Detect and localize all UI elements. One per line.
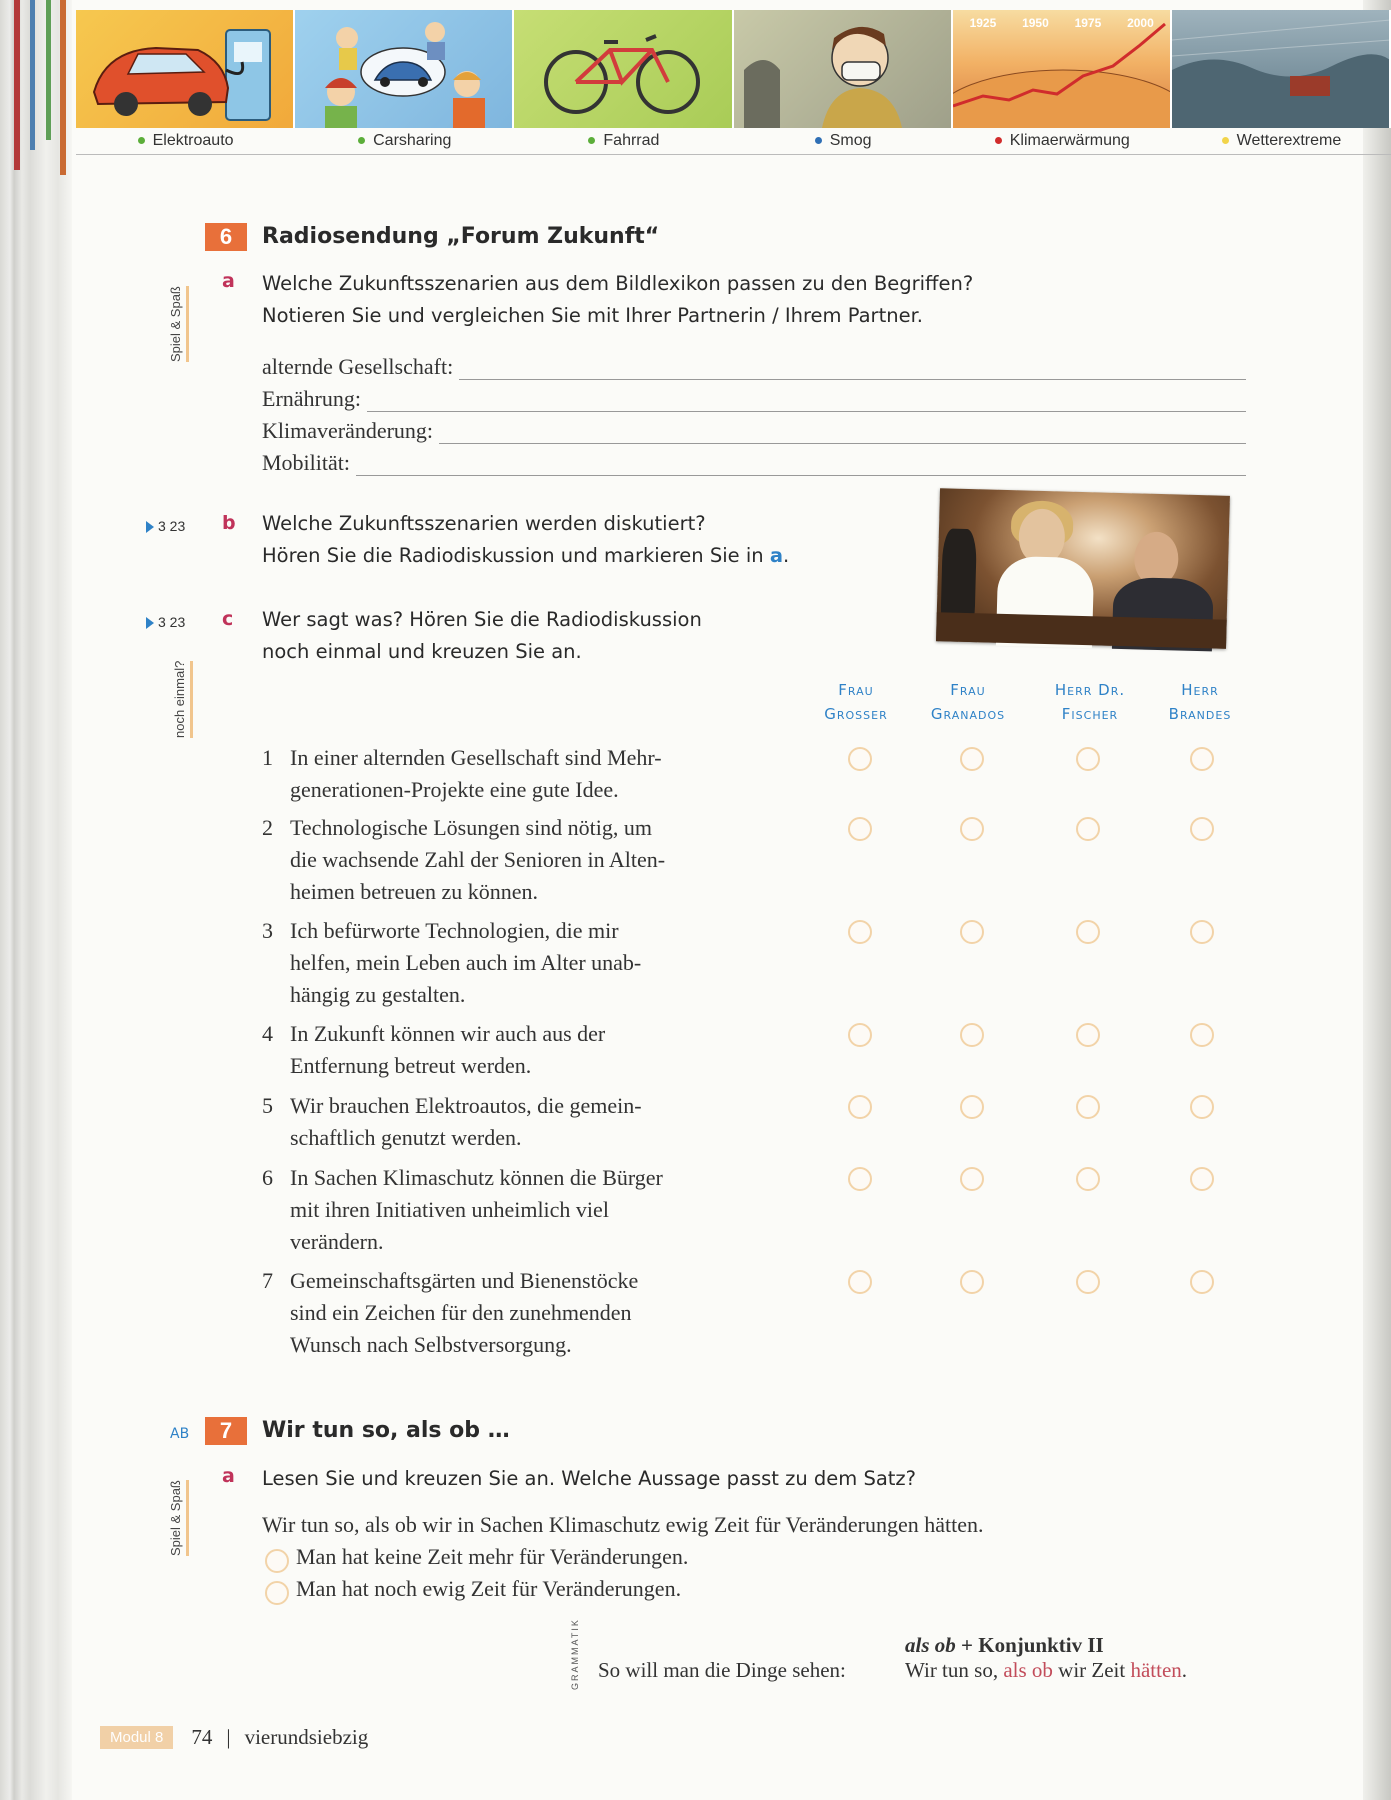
answer-radio-s5-c1[interactable] <box>848 1095 872 1119</box>
illustration-climate-warming <box>953 10 1172 128</box>
illustration-weather-extremes <box>1172 10 1391 128</box>
page-number: 74 <box>191 1725 213 1749</box>
grammar-heading: als ob + Konjunktiv II <box>905 1633 1104 1657</box>
answer-radio-s4-c4[interactable] <box>1190 1023 1214 1047</box>
answer-radio-s3-c4[interactable] <box>1190 920 1214 944</box>
column-frau-granados: Frau Granados <box>930 681 1006 723</box>
picture-lexicon-strip <box>76 10 1391 128</box>
lexicon-label: Fahrrad <box>514 128 733 154</box>
task-c-instruction: Wer sagt was? Hören Sie die Radiodiskussion noch einmal und kreuzen Sie an. <box>262 608 702 663</box>
task-letter-b: b <box>222 512 236 534</box>
statement-4: 4 In Zukunft können wir auch aus der Entfernung betreut werden. <box>262 1021 606 1078</box>
answer-radio-s5-c4[interactable] <box>1190 1095 1214 1119</box>
illustration-smog <box>734 10 953 128</box>
grammar-left-text: So will man die Dinge sehen: <box>598 1658 846 1682</box>
statement-6: 6 In Sachen Klimaschutz können die Bürger mit ihren Initiativen unheimlich viel verändern. <box>262 1165 663 1254</box>
module-badge: Modul 8 <box>100 1726 173 1749</box>
lexicon-label: Wetterextreme <box>1172 128 1391 154</box>
lexicon-label: Klimaerwärmung <box>953 128 1172 154</box>
play-icon <box>146 521 154 533</box>
answer-radio-s2-c4[interactable] <box>1190 817 1214 841</box>
answer-radio-s1-c4[interactable] <box>1190 747 1214 771</box>
answer-radio-s4-c2[interactable] <box>960 1023 984 1047</box>
answer-radio-s6-c2[interactable] <box>960 1167 984 1191</box>
page-word: vierundsiebzig <box>244 1725 369 1749</box>
side-tag-spiel-spass-7: Spiel & Spaß <box>168 1480 189 1556</box>
als-ob-sentence: Wir tun so, als ob wir in Sachen Klimaschutz ewig Zeit für Veränderungen hätten. <box>262 1512 984 1537</box>
answer-radio-s7-c3[interactable] <box>1076 1270 1100 1294</box>
picture-lexicon-labels <box>76 128 1391 155</box>
task-a-instruction: Welche Zukunftsszenarien aus dem Bildlexikon passen zu den Begriffen? Notieren Sie und vergleichen Sie mit Ihrer Partnerin / Ihrem Partner. <box>262 272 974 327</box>
answer-radio-s3-c2[interactable] <box>960 920 984 944</box>
fill-field-alternde-gesellschaft[interactable]: alternde Gesellschaft: <box>262 350 1246 380</box>
answer-radio-s2-c3[interactable] <box>1076 817 1100 841</box>
grammar-tag: GRAMMATIK <box>570 1618 580 1690</box>
audio-track-b[interactable]: 3 23 <box>146 518 185 534</box>
answer-radio-s1-c2[interactable] <box>960 747 984 771</box>
answer-radio-s5-c3[interactable] <box>1076 1095 1100 1119</box>
statement-1: 1 In einer alternden Gesellschaft sind Mehr- generationen-Projekte eine gute Idee. <box>262 745 662 802</box>
option-text-2: Man hat noch ewig Zeit für Veränderungen. <box>296 1576 682 1601</box>
exercise-7-title: Wir tun so, als ob … <box>262 1418 510 1443</box>
task-7a-instruction: Lesen Sie und kreuzen Sie an. Welche Aussage passt zu dem Satz? <box>262 1467 917 1490</box>
answer-radio-s5-c2[interactable] <box>960 1095 984 1119</box>
page-edge-shadow <box>1363 0 1391 1800</box>
page-binding <box>0 0 72 1800</box>
column-frau-grosser: Frau Grosser <box>824 681 888 723</box>
lexicon-label: Smog <box>734 128 953 154</box>
answer-radio-s7-c1[interactable] <box>848 1270 872 1294</box>
exercise-6-title: Radiosendung „Forum Zukunft“ <box>262 224 660 249</box>
page-footer <box>100 1725 368 1750</box>
grammar-example: Wir tun so, als ob wir Zeit hätten. <box>905 1658 1188 1682</box>
task-7-letter-a: a <box>222 1465 235 1487</box>
play-icon <box>146 617 154 629</box>
answer-radio-s3-c1[interactable] <box>848 920 872 944</box>
exercise-number-6: 6 <box>205 223 247 251</box>
answer-radio-s7-c2[interactable] <box>960 1270 984 1294</box>
footer-separator: | <box>226 1725 231 1749</box>
lexicon-label: Carsharing <box>295 128 514 154</box>
option-radio-2[interactable] <box>265 1581 289 1605</box>
statement-2: 2 Technologische Lösungen sind nötig, um die wachsende Zahl der Senioren in Alten- heimen betreuen zu können. <box>262 815 666 904</box>
side-tag-spiel-spass: Spiel & Spaß <box>168 286 189 362</box>
answer-radio-s6-c4[interactable] <box>1190 1167 1214 1191</box>
workbook-ref[interactable]: AB <box>170 1426 190 1442</box>
answer-radio-s1-c1[interactable] <box>848 747 872 771</box>
fill-field-ernaehrung[interactable]: Ernährung: <box>262 382 1246 412</box>
fill-field-klimaveraenderung[interactable]: Klimaveränderung: <box>262 414 1246 444</box>
answer-radio-s6-c3[interactable] <box>1076 1167 1100 1191</box>
answer-radio-s3-c3[interactable] <box>1076 920 1100 944</box>
exercise-number-7: 7 <box>205 1417 247 1445</box>
answer-radio-s4-c3[interactable] <box>1076 1023 1100 1047</box>
statement-7: 7 Gemeinschaftsgärten und Bienenstöcke sind ein Zeichen für den zunehmenden Wunsch nach Selbstversorgung. <box>262 1268 639 1357</box>
statement-3: 3 Ich befürworte Technologien, die mir helfen, mein Leben auch im Alter unab- hängig zu gestalten. <box>262 918 642 1007</box>
radio-discussion-photo <box>936 488 1230 649</box>
task-letter-a: a <box>222 270 235 292</box>
answer-radio-s2-c1[interactable] <box>848 817 872 841</box>
statement-5: 5 Wir brauchen Elektroautos, die gemein- schaftlich genutzt werden. <box>262 1093 642 1150</box>
task-letter-c: c <box>222 608 234 630</box>
audio-track-c[interactable]: 3 23 <box>146 614 185 630</box>
answer-radio-s7-c4[interactable] <box>1190 1270 1214 1294</box>
illustration-electric-car <box>76 10 295 128</box>
answer-radio-s4-c1[interactable] <box>848 1023 872 1047</box>
answer-radio-s2-c2[interactable] <box>960 817 984 841</box>
task-b-instruction: Welche Zukunftsszenarien werden diskutiert? Hören Sie die Radiodiskussion und markieren Sie in a. <box>262 512 790 567</box>
side-tag-noch-einmal: noch einmal? <box>172 661 193 738</box>
column-herr-dr-fischer: Herr Dr. Fischer <box>1054 681 1126 723</box>
option-radio-1[interactable] <box>265 1549 289 1573</box>
climate-years: 1925 1950 1975 2000 <box>969 16 1154 30</box>
fill-field-mobilitaet[interactable]: Mobilität: <box>262 446 1246 476</box>
column-herr-brandes: Herr Brandes <box>1168 681 1232 723</box>
illustration-carsharing <box>295 10 514 128</box>
answer-radio-s6-c1[interactable] <box>848 1167 872 1191</box>
illustration-bicycle <box>514 10 733 128</box>
option-text-1: Man hat keine Zeit mehr für Veränderungen. <box>296 1544 689 1569</box>
answer-radio-s1-c3[interactable] <box>1076 747 1100 771</box>
lexicon-label: Elektroauto <box>76 128 295 154</box>
